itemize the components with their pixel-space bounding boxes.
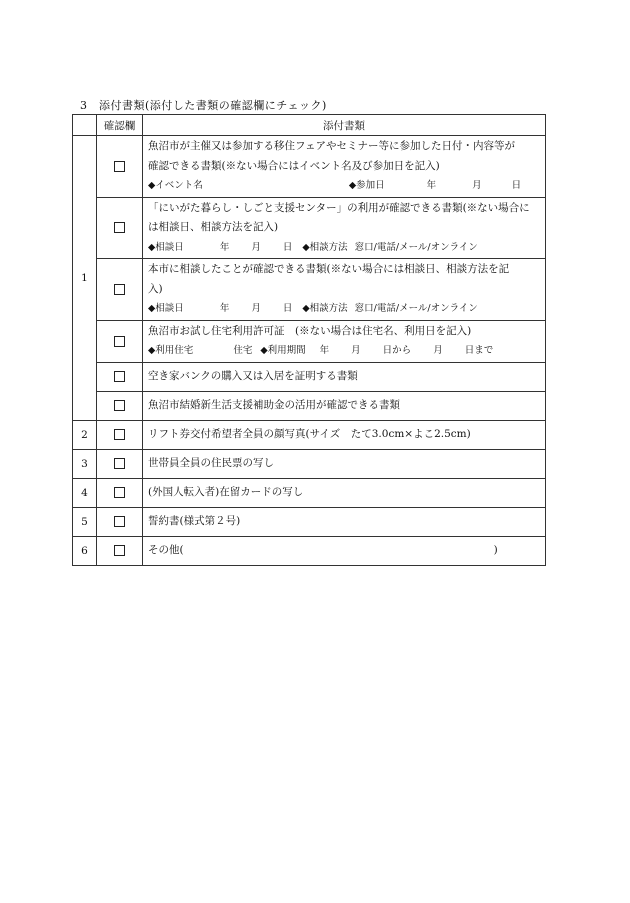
- check-cell: [97, 536, 143, 565]
- row-number: 2: [73, 420, 97, 449]
- table-row: [73, 197, 546, 259]
- documents-column-header: 添付書類: [143, 115, 546, 136]
- check-column-header: 確認欄: [97, 115, 143, 136]
- checkbox[interactable]: [114, 487, 125, 498]
- check-cell: [97, 320, 143, 362]
- check-cell: [97, 507, 143, 536]
- table-row: [73, 259, 546, 321]
- attachments-table: [72, 114, 546, 566]
- checkbox[interactable]: [114, 222, 125, 233]
- table-row: [73, 391, 546, 420]
- checkbox[interactable]: [114, 284, 125, 295]
- document-description: 本市に相談したことが確認できる書類(※ない場合には相談日、相談方法を記 入) ◆相談日 年 月 日 ◆相談方法 窓口/電話/メール/オンライン: [143, 259, 546, 321]
- checkbox[interactable]: [114, 336, 125, 347]
- table-row: [73, 478, 546, 507]
- check-cell: [97, 478, 143, 507]
- table-row: [73, 320, 546, 362]
- document-description: [143, 536, 546, 565]
- document-description: 世帯員全員の住民票の写し: [143, 449, 546, 478]
- table-row: [73, 449, 546, 478]
- trial-house-info-line: ◆利用住宅 住宅 ◆利用期間 年 月 日から 月 日まで: [148, 345, 494, 356]
- check-cell: [97, 136, 143, 198]
- check-cell: [97, 420, 143, 449]
- checkbox[interactable]: [114, 400, 125, 411]
- row-number: 3: [73, 449, 97, 478]
- document-description: (外国人転入者)在留カードの写し: [143, 478, 546, 507]
- check-cell: [97, 391, 143, 420]
- check-cell: [97, 259, 143, 321]
- consult-info-line: ◆相談日 年 月 日 ◆相談方法 窓口/電話/メール/オンライン: [148, 303, 478, 314]
- document-description: 魚沼市結婚新生活支援補助金の活用が確認できる書類: [143, 391, 546, 420]
- document-description: リフト券交付希望者全員の顔写真(サイズ たて3.0cm×よこ2.5cm): [143, 420, 546, 449]
- table-header-row: [73, 115, 546, 136]
- consult-info-line: ◆相談日 年 月 日 ◆相談方法 窓口/電話/メール/オンライン: [148, 241, 478, 253]
- checkbox[interactable]: [114, 429, 125, 440]
- table-row: [73, 420, 546, 449]
- checkbox[interactable]: [114, 458, 125, 469]
- other-close-paren: ): [493, 543, 498, 556]
- document-description: 魚沼市お試し住宅利用許可証 (※ない場合は住宅名、利用日を記入) ◆利用住宅 住宅 ◆利用期間 年 月 日から 月 日まで: [143, 320, 546, 362]
- document-description: 「にいがた暮らし・しごと支援センター」の利用が確認できる書類(※ない場合に は相談日、相談方法を記入) ◆相談日 年 月 日 ◆相談方法 窓口/電話/メール/オンライン: [143, 197, 546, 259]
- document-description: 魚沼市が主催又は参加する移住フェアやセミナー等に参加した日付・内容等が 確認できる書類(※ない場合にはイベント名及び参加日を記入) ◆イベント名 ◆参加日 年 月 日: [143, 136, 546, 198]
- checkbox[interactable]: [114, 371, 125, 382]
- check-cell: [97, 197, 143, 259]
- row-number: 4: [73, 478, 97, 507]
- document-description: 空き家バンクの購入又は入居を証明する書類: [143, 362, 546, 391]
- checkbox[interactable]: [114, 161, 125, 172]
- number-header: [73, 115, 97, 136]
- table-row: [73, 362, 546, 391]
- checkbox[interactable]: [114, 545, 125, 556]
- row-number: 5: [73, 507, 97, 536]
- checkbox[interactable]: [114, 516, 125, 527]
- document-description: 誓約書(様式第２号): [143, 507, 546, 536]
- check-cell: [97, 449, 143, 478]
- table-row: [73, 136, 546, 198]
- table-row: [73, 507, 546, 536]
- other-label: その他(: [148, 543, 184, 556]
- event-info-line: ◆イベント名 ◆参加日 年 月 日: [148, 180, 522, 191]
- check-cell: [97, 362, 143, 391]
- row-number: 1: [73, 136, 97, 421]
- table-row: [73, 536, 546, 565]
- section-heading: 3 添付書類(添付した書類の確認欄にチェック): [80, 99, 327, 112]
- row-number: 6: [73, 536, 97, 565]
